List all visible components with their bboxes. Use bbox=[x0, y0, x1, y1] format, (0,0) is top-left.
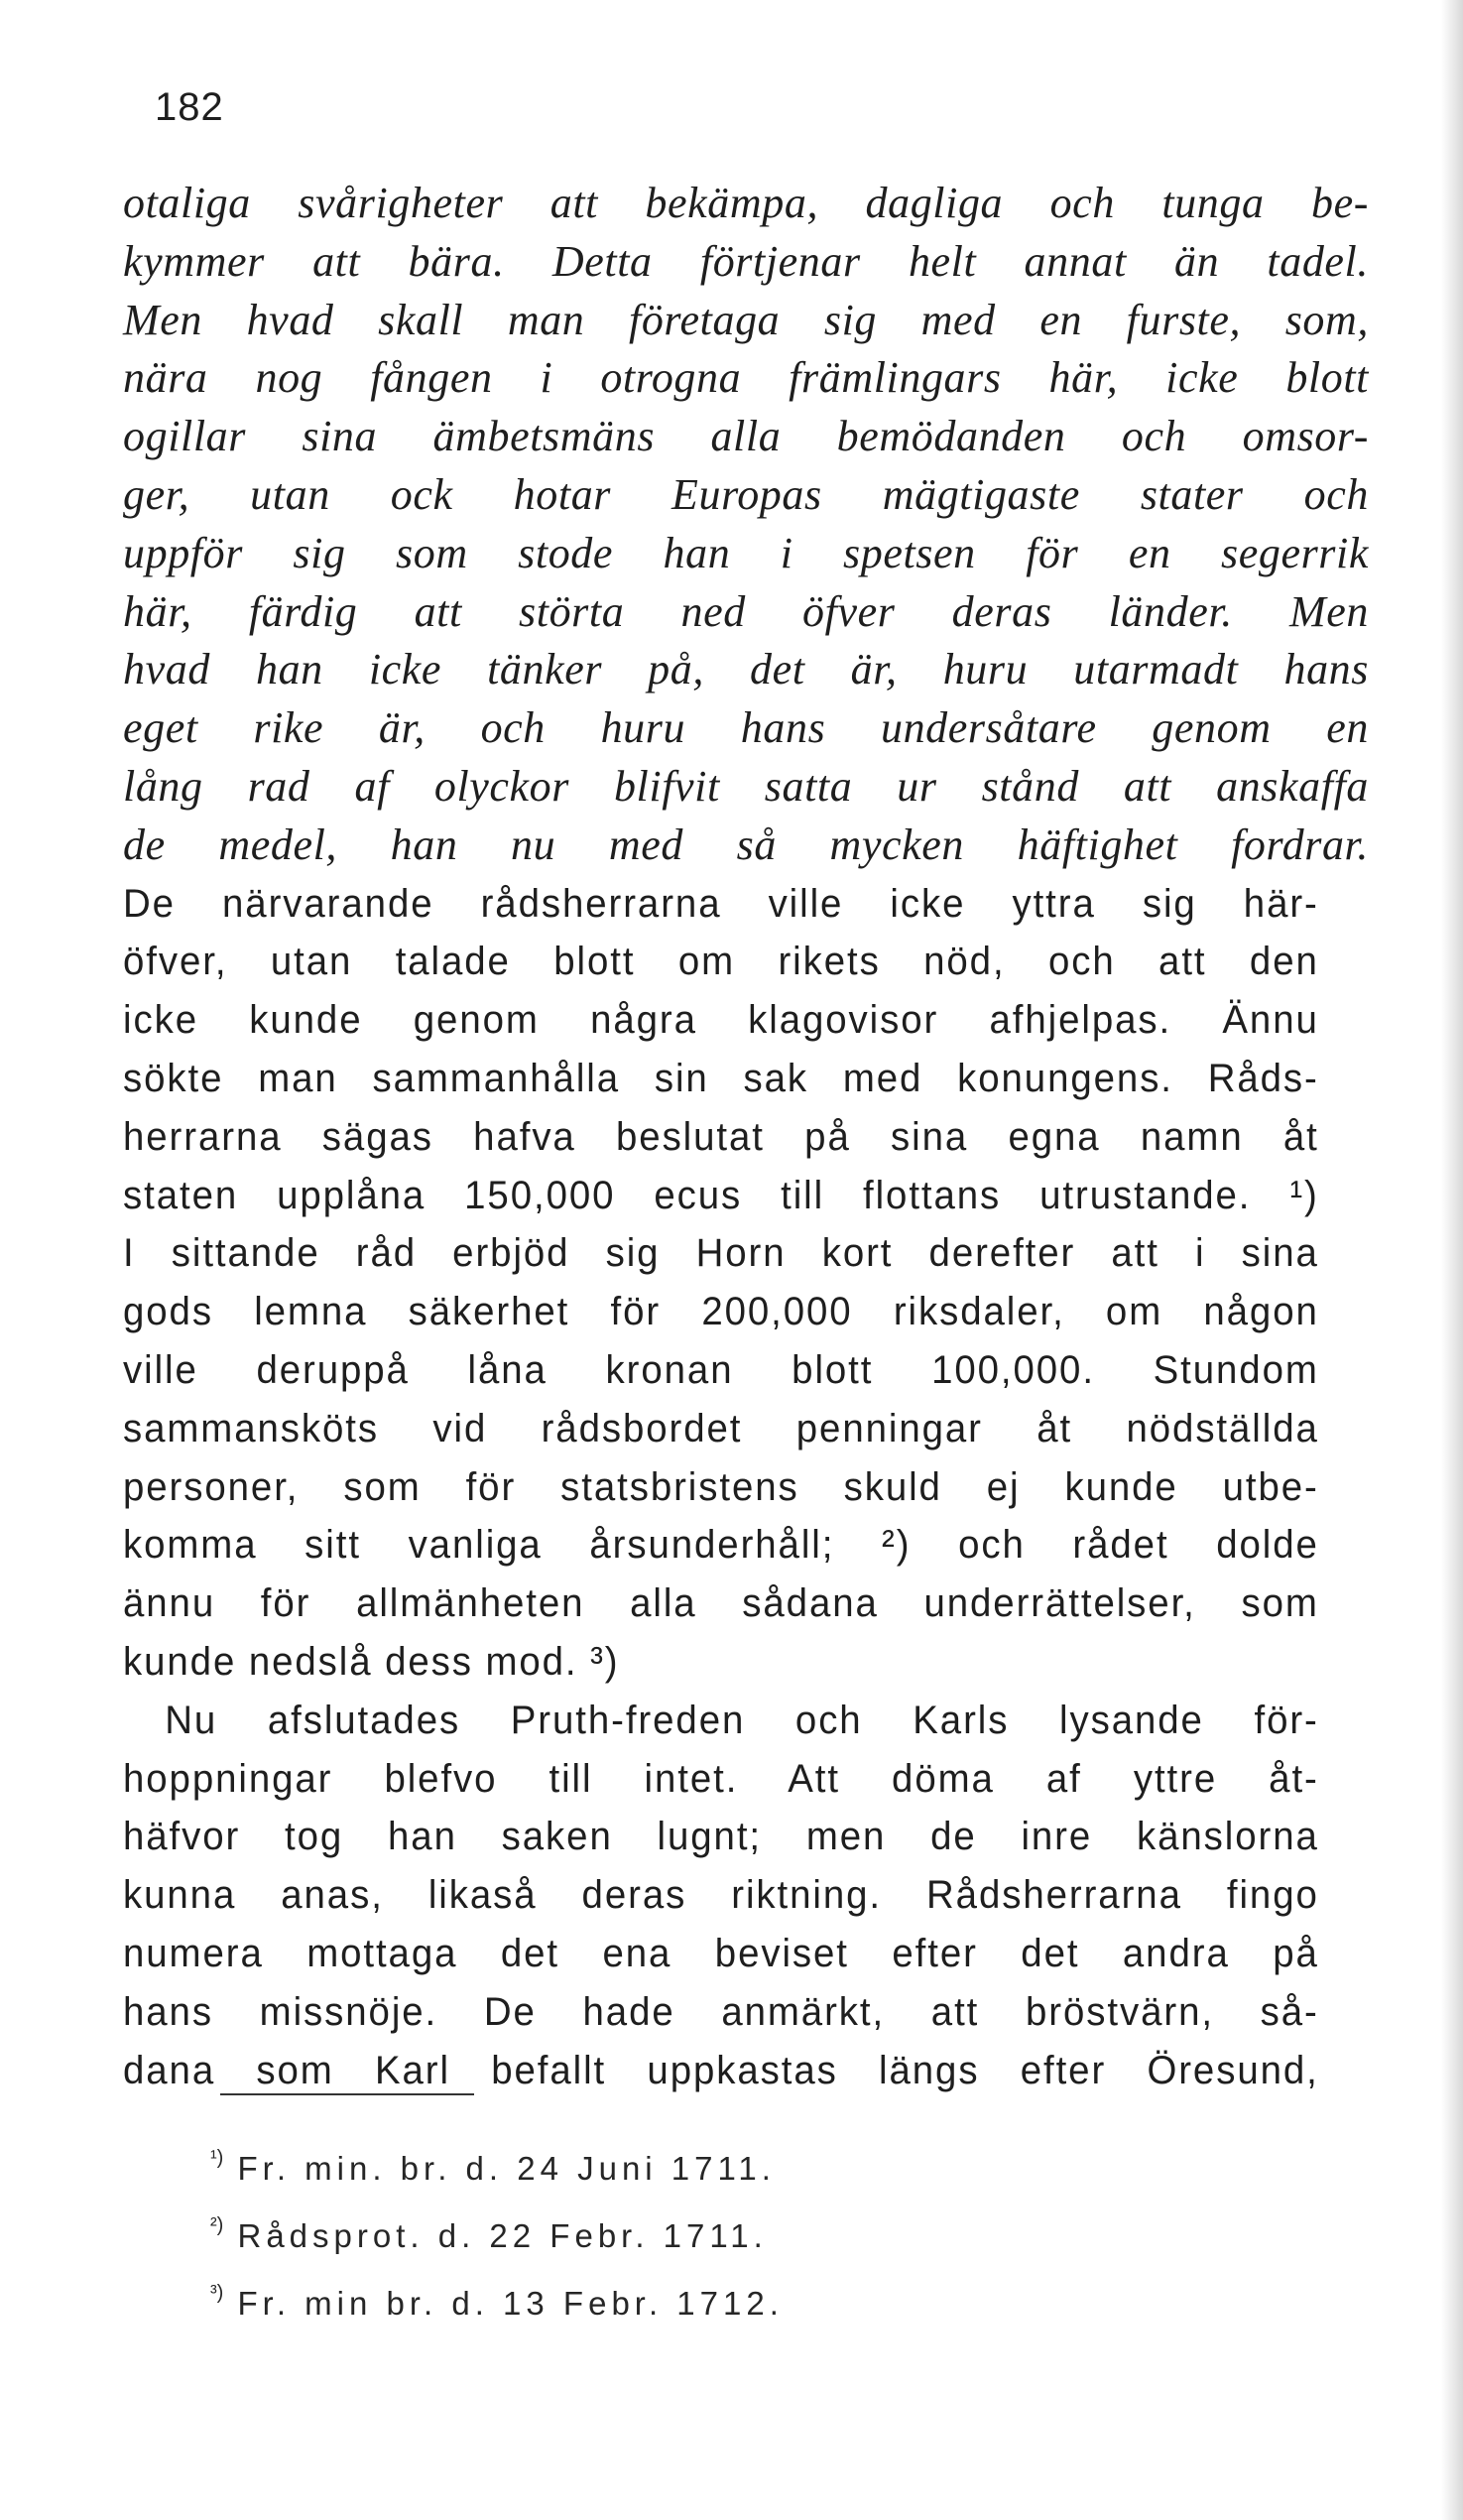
text-line: personer, som för statsbristens skuld ej kunde utbe- bbox=[123, 1464, 1319, 1509]
footnote bbox=[210, 2135, 784, 2203]
text-line: de medel, han nu med så mycken häftighet fordrar. bbox=[123, 819, 1369, 869]
text-line: I sittande råd erbjöd sig Horn kort derefter att i sina bbox=[123, 1231, 1319, 1276]
text-line: hoppningar blefvo till intet. Att döma af yttre åt- bbox=[123, 1756, 1319, 1801]
text-line: sökte man sammanhålla sin sak med konungens. Råds- bbox=[123, 1056, 1319, 1100]
text-line: öfver, utan talade blott om rikets nöd, och att den bbox=[123, 940, 1319, 984]
text-line: staten upplåna 150,000 ecus till flottans utrustande. ¹) bbox=[123, 1173, 1319, 1217]
text-line: kunde nedslå dess mod. ³) bbox=[123, 1639, 620, 1684]
text-line: ännu för allmänheten alla sådana underrättelser, som bbox=[123, 1581, 1319, 1626]
text-line: ger, utan ock hotar Europas mägtigaste stater och bbox=[123, 469, 1369, 519]
text-line: sammansköts vid rådsbordet penningar åt nödställda bbox=[123, 1406, 1319, 1450]
text-line: Men hvad skall man företaga sig med en furste, som, bbox=[123, 295, 1369, 344]
footnote-marker: ³) bbox=[210, 2282, 224, 2304]
text-line: dana som Karl befallt uppkastas längs efter Öresund, bbox=[123, 2048, 1319, 2092]
text-line: icke kunde genom några klagovisor afhjelpas. Ännu bbox=[123, 998, 1319, 1043]
footnote-text: Fr. min br. d. 13 Febr. 1712. bbox=[237, 2285, 784, 2322]
text-line: nära nog fången i otrogna främlingars här, icke blott bbox=[123, 353, 1369, 403]
footnote-marker: ¹) bbox=[210, 2147, 224, 2169]
text-line: häfvor tog han saken lugnt; men de inre känslorna bbox=[123, 1815, 1319, 1859]
footnote bbox=[210, 2203, 784, 2270]
text-line: eget rike är, och huru hans undersåtare genom en bbox=[123, 703, 1369, 753]
text-line: ville deruppå låna kronan blott 100,000. Stundom bbox=[123, 1347, 1319, 1392]
footnote-text: Rådsprot. d. 22 Febr. 1711. bbox=[237, 2217, 768, 2254]
text-line: hvad han icke tänker på, det är, huru utarmadt hans bbox=[123, 645, 1369, 694]
page-number: 182 bbox=[155, 85, 224, 129]
body-text bbox=[123, 175, 1369, 2099]
footnote-marker: ²) bbox=[210, 2214, 224, 2236]
footnote-text: Fr. min. br. d. 24 Juni 1711. bbox=[237, 2150, 776, 2187]
footnotes bbox=[210, 2135, 784, 2337]
text-line: här, färdig att störta ned öfver deras länder. Men bbox=[123, 586, 1369, 636]
text-line: De närvarande rådsherrarna ville icke yttra sig här- bbox=[123, 881, 1319, 926]
text-line: herrarna sägas hafva beslutat på sina egna namn åt bbox=[123, 1114, 1319, 1159]
text-line: kymmer att bära. Detta förtjenar helt annat än tadel. bbox=[123, 236, 1369, 286]
text-line: lång rad af olyckor blifvit satta ur stånd att anskaffa bbox=[123, 761, 1369, 811]
footnote-divider bbox=[220, 2093, 474, 2095]
text-line: Nu afslutades Pruth-freden och Karls lysande för- bbox=[165, 1698, 1319, 1742]
text-line: uppför sig som stode han i spetsen för en segerrik bbox=[123, 528, 1369, 577]
text-line: ogillar sina ämbetsmäns alla bemödanden och omsor- bbox=[123, 412, 1369, 461]
text-line: kunna anas, likaså deras riktning. Rådsherrarna fingo bbox=[123, 1873, 1319, 1918]
text-line: komma sitt vanliga årsunderhåll; ²) och rådet dolde bbox=[123, 1523, 1319, 1568]
text-line: hans missnöje. De hade anmärkt, att bröstvärn, så- bbox=[123, 1989, 1319, 2034]
text-line: numera mottaga det ena beviset efter det andra på bbox=[123, 1931, 1319, 1975]
page-edge-shadow bbox=[1441, 0, 1463, 2520]
footnote bbox=[210, 2270, 784, 2337]
text-line: otaliga svårigheter att bekämpa, dagliga och tunga be- bbox=[123, 179, 1369, 227]
text-line: gods lemna säkerhet för 200,000 riksdaler, om någon bbox=[123, 1290, 1319, 1334]
